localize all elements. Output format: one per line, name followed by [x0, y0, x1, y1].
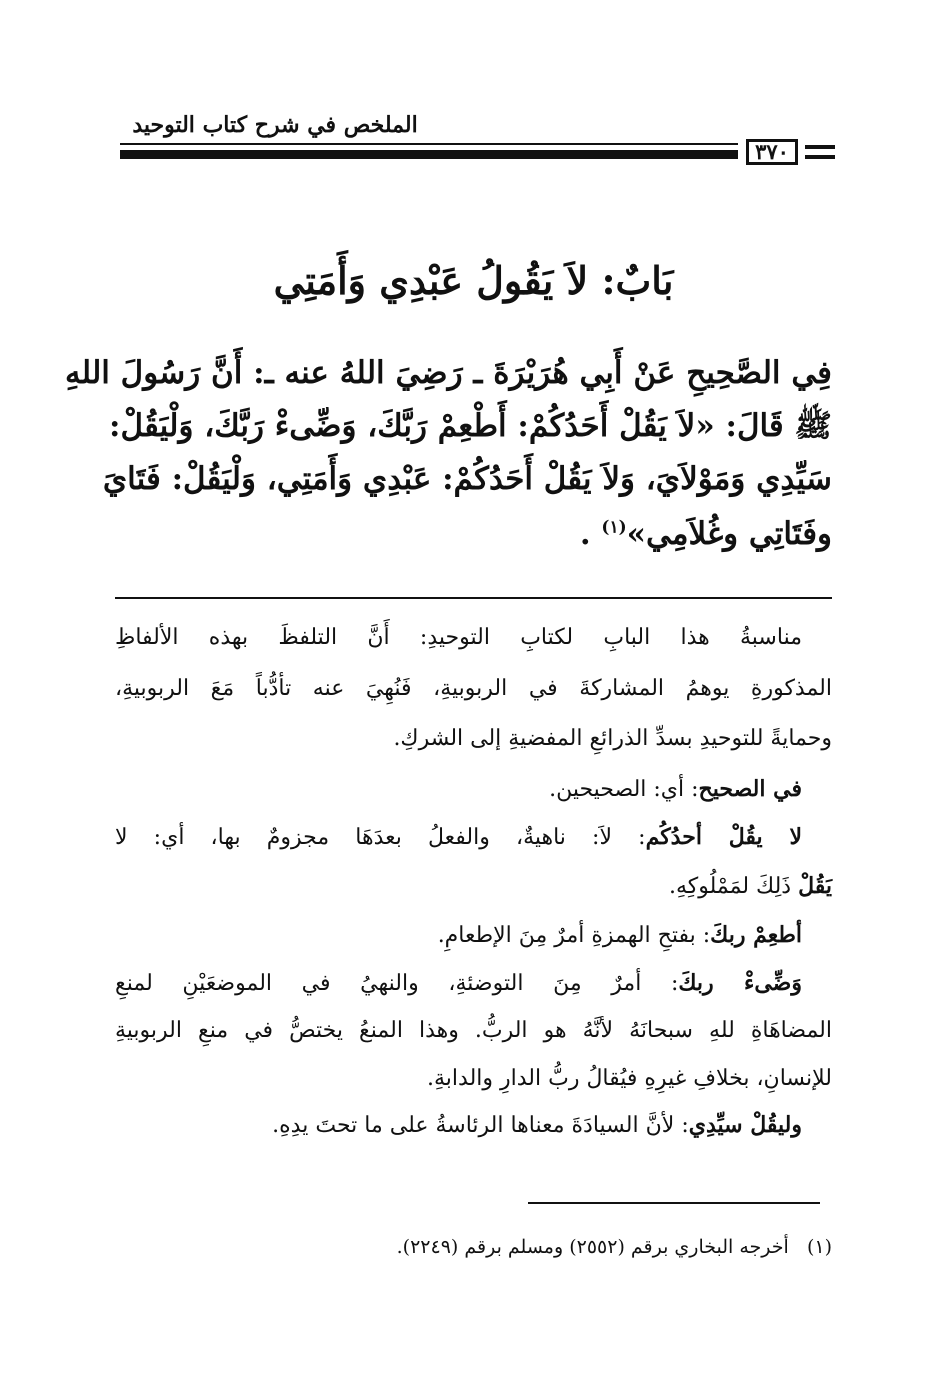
entry-term: وليقُلْ سيِّدِي [688, 1112, 802, 1138]
running-title: الملخص في شرح كتاب التوحيد [132, 112, 418, 138]
footnote [397, 1236, 832, 1258]
commentary-entry [115, 970, 802, 996]
entry-term: وَضِّىءْ ربكَ [678, 970, 802, 996]
commentary-line: مناسبةُ هذا البابِ لكتابِ التوحيدِ: أَنَّ التلفظَ بهذه الألفاظِ [115, 625, 802, 650]
header-ornament-bar [805, 145, 835, 149]
commentary-line: وحمايةً للتوحيدِ بسدِّ الذرائعِ المفضيةِ إلى الشركِ. [393, 726, 832, 751]
commentary-entry [272, 1112, 802, 1138]
header-rule-thick [120, 150, 738, 159]
commentary-line: المذكورةِ يوهمُ المشاركةَ في الربوبيةِ، فَنُهِيَ عنه تأدُّباً مَعَ الربوبيةِ، [115, 676, 832, 701]
commentary-entry [438, 922, 802, 948]
footnote-rule [528, 1202, 820, 1204]
chapter-title: بَابٌ: لاَ يَقُولُ عَبْدِي وَأَمَتِي [273, 258, 674, 303]
end-mark: . [579, 516, 591, 552]
hadith-line: فِي الصَّحِيحِ عَنْ أَبِي هُرَيْرَةَ ـ رَضِيَ اللهُ عنه ـ: أَنَّ رَسُولَ اللهِ [64, 355, 832, 391]
commentary-line: للإنسانِ، بخلافِ غيرِهِ فيُقالُ ربُّ الدارِ والدابةِ. [427, 1066, 832, 1091]
hadith-line: ﷺ قَالَ: «لاَ يَقُلْ أَحَدُكُمْ: أَطْعِمْ رَبَّكَ، وَضِّىءْ رَبَّكَ، وَلْيَقُلْ: [109, 408, 832, 444]
header-rule-thin [120, 143, 738, 145]
entry-text: : أي: الصحيحين. [549, 777, 699, 802]
commentary-line: المضاهَاةِ للهِ سبحانَهُ لأنَّهُ هو الربُّ. وهذا المنعُ يختصُّ في منعِ الربوبيةِ [115, 1018, 832, 1043]
hadith-line: سَيِّدِي وَمَوْلاَيَ، وَلاَ يَقُلْ أَحَدُكُمْ: عَبْدِي وَأَمَتِي، وَلْيَقُلْ: فَتَايَ [102, 461, 832, 497]
commentary-entry [549, 776, 802, 802]
entry-term: لا يقُلْ أحدُكُم [645, 824, 802, 850]
commentary-line [669, 873, 832, 899]
header-ornament-bar [805, 155, 835, 159]
entry-term: أطعِمْ ربكَ [710, 922, 802, 948]
commentary-entry [115, 824, 802, 850]
footnote-marker: (١) [601, 517, 627, 538]
entry-term: يَقُلْ [798, 873, 832, 899]
hadith-line-last [580, 516, 832, 552]
entry-text: : أمرٌ مِنَ التوضئةِ، والنهيُ في الموضعَيْنِ لمنعِ [115, 971, 679, 996]
entry-text: : بفتحِ الهمزةِ أمرٌ مِنَ الإطعامِ. [437, 923, 711, 948]
page-number: ٣٧٠ [746, 139, 798, 165]
hadith-text: وفَتَاتِي وغُلاَمِي» [626, 516, 832, 552]
section-divider [115, 597, 832, 599]
entry-text: : لأنَّ السيادَةَ معناها الرئاسةُ على ما تحتَ يدِهِ. [272, 1113, 689, 1138]
entry-term: في الصحيح [698, 776, 802, 802]
entry-text: ذَلِكَ لمَمْلُوكِهِ. [669, 874, 799, 899]
footnote-text: أخرجه البخاري برقم (٢٥٥٢) ومسلم برقم (٢٢٤٩). [396, 1236, 789, 1258]
footnote-number: (١) [806, 1236, 832, 1258]
entry-text: : لاَ: ناهيةٌ، والفعلُ بعدَهَا مجزومٌ بها، أي: لا [115, 825, 646, 850]
